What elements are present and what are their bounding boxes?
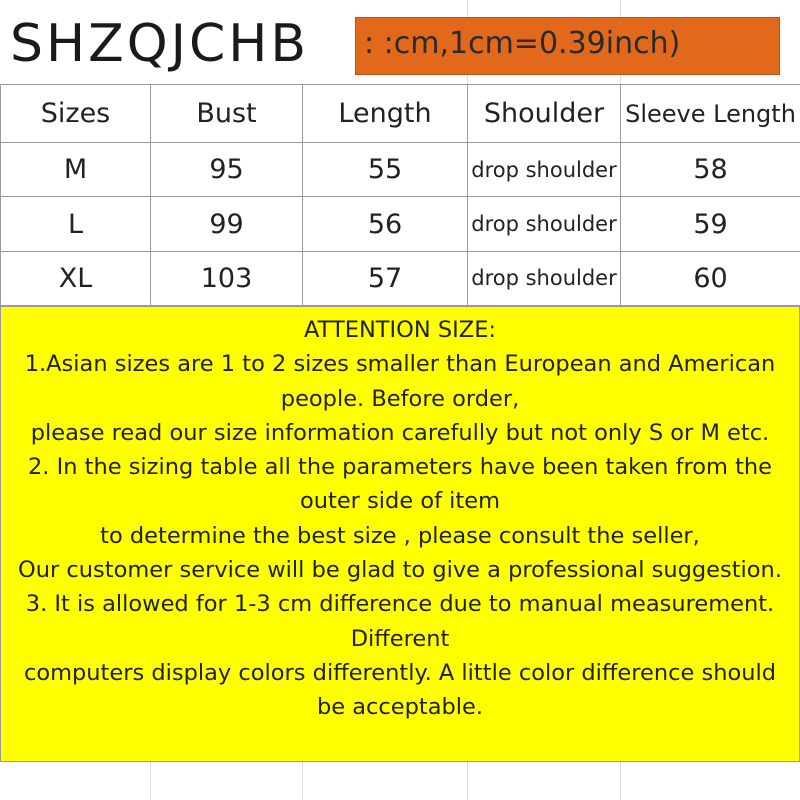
- cell-length: 56: [303, 197, 468, 251]
- cell-size: XL: [1, 251, 151, 305]
- table-row: [1, 197, 800, 251]
- cell-length: 55: [303, 143, 468, 197]
- table-row: [1, 143, 800, 197]
- cell-sleeve-length: 58: [621, 143, 800, 197]
- cell-length: 57: [303, 251, 468, 305]
- cell-sleeve-length: 59: [621, 197, 800, 251]
- brand-text: SHZQJCHB: [10, 14, 310, 74]
- notice-heading: ATTENTION SIZE:: [304, 317, 496, 343]
- notice-line: be acceptable.: [316, 694, 484, 721]
- cell-size: M: [1, 143, 151, 197]
- cell-bust: 103: [151, 251, 303, 305]
- unit-banner: [355, 17, 780, 75]
- notice-line: people. Before order,: [280, 385, 520, 412]
- cell-bust: 95: [151, 143, 303, 197]
- cell-shoulder: drop shoulder: [468, 197, 621, 251]
- cell-bust: 99: [151, 197, 303, 251]
- cell-shoulder: drop shoulder: [468, 251, 621, 305]
- cell-shoulder: drop shoulder: [468, 143, 621, 197]
- unit-text: : :cm,1cm=0.39inch): [364, 26, 681, 61]
- header-sizes: Sizes: [1, 85, 151, 143]
- size-chart-table: [0, 84, 800, 306]
- notice-line: Different: [350, 625, 450, 652]
- notice-line: 1.Asian sizes are 1 to 2 sizes smaller than European and American: [24, 351, 776, 378]
- table-header-row: [1, 85, 800, 143]
- cell-sleeve-length: 60: [621, 251, 800, 305]
- header-length: Length: [303, 85, 468, 143]
- notice-line: outer side of item: [299, 488, 501, 515]
- header-bust: Bust: [151, 85, 303, 143]
- table-row: [1, 251, 800, 305]
- notice-line: Our customer service will be glad to give a professional suggestion.: [18, 557, 782, 584]
- attention-notice: [0, 306, 800, 762]
- brand-watermark: [0, 0, 355, 92]
- header-sleeve-length: Sleeve Length: [621, 85, 800, 143]
- cell-size: L: [1, 197, 151, 251]
- notice-line: please read our size information carefully but not only S or M etc.: [30, 419, 770, 446]
- header-shoulder: Shoulder: [468, 85, 621, 143]
- notice-line: 2. In the sizing table all the parameters have been taken from the: [27, 454, 773, 481]
- notice-line: to determine the best size , please consult the seller,: [100, 522, 700, 549]
- notice-line: computers display colors differently. A little color difference should: [23, 659, 777, 686]
- notice-line: 3. It is allowed for 1-3 cm difference due to manual measurement.: [25, 591, 775, 618]
